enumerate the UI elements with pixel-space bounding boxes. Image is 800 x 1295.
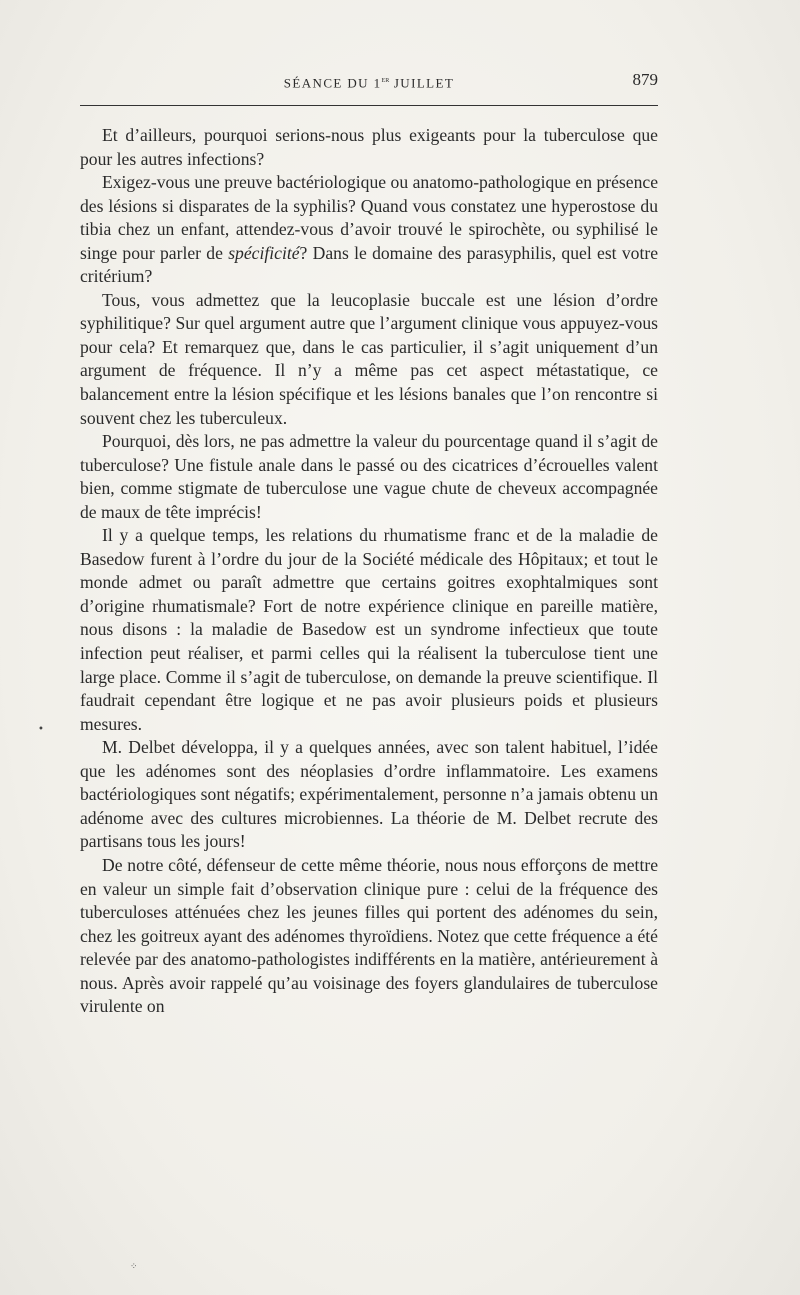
paragraph: [80, 854, 658, 1019]
paragraph: [80, 124, 658, 171]
paragraph-text-end: ? Dans le domaine des parasyphilis, quel est votre critérium?: [80, 242, 658, 287]
paragraph-text: Tous, vous admettez que la leucoplasie buccale est une lésion d’ordre syphilitique? Sur quel argument autre que l’argument clinique vous appuyez-vous pour cela? Et remarquez que, dans le cas particulier, il s’agit uniquement d’un argument de fréquence. Il n’y a même pas cet aspect métastatique, ce balancement entre la lésion spécifique et les lésions banales que l’on rencontre si souvent chez les tuberculeux.: [80, 289, 658, 428]
paragraph: [80, 524, 658, 736]
page-number: 879: [632, 70, 658, 89]
running-title-superscript: er: [381, 74, 390, 84]
paragraph-text: Il y a quelque temps, les relations du rhumatisme franc et de la maladie de Basedow furent à l’ordre du jour de la Société médicale des Hôpitaux; et tout le monde admet ou paraît admettre que certains goitres exophtalmiques sont d’origine rhumatismale? Fort de notre expérience clinique en pareille matière, nous disons : la maladie de Basedow est un syndrome infectieux que toute infection peut réaliser, et parmi celles qui la réalisent la tuberculose tient une large place. Comme il s’agit de tuberculose, on demande la preuve scientifique. Il faudrait cependant être logique et ne pas avoir plusieurs poids et plusieurs mesures.: [80, 525, 658, 734]
page-header: [80, 68, 658, 108]
body-text: [80, 124, 658, 1019]
paragraph: [80, 430, 658, 524]
margin-speck: •: [38, 724, 44, 735]
header-rule: [80, 105, 658, 106]
paragraph: [80, 736, 658, 854]
ink-specks: ⁘: [130, 1262, 138, 1272]
paragraph-text: De notre côté, défenseur de cette même théorie, nous nous efforçons de mettre en valeur un simple fait d’observation clinique pure : celui de la fréquence des tuberculoses atténuées chez les jeunes filles qui portent des adénomes du sein, chez les goitreux ayant des adénomes thyroïdiens. Notez que cette fréquence a été relevée par des anatomo-pathologistes indifférents en la matière, antérieurement à nous. Après avoir rappelé qu’au voisinage des foyers glandulaires de tuberculose virulente on: [80, 854, 658, 1017]
running-title-text-end: JUILLET: [389, 75, 455, 91]
running-title-text: SÉANCE DU 1: [283, 75, 382, 91]
paragraph-text: Exigez-vous une preuve bactériologique ou anatomo-pathologique en présence des lésions si disparates de la syphilis? Quand vous constatez une hyperostose du tibia chez un enfant, attendez-vous d’avoir trouvé le spirochète, ou syphilisé le singe pour parler de: [80, 172, 658, 263]
paragraph-text: M. Delbet développa, il y a quelques années, avec son talent habituel, l’idée que les adénomes sont des néoplasies d’ordre inflammatoire. Les examens bactériologiques sont négatifs; expérimentalement, personne n’a jamais obtenu un adénome avec des cultures microbiennes. La théorie de M. Delbet recrute des partisans tous les jours!: [80, 737, 658, 852]
italic-term: spécificité: [228, 242, 300, 263]
paragraph: [80, 289, 658, 430]
paragraph: [80, 171, 658, 289]
running-title: [80, 74, 658, 91]
paragraph-text: Pourquoi, dès lors, ne pas admettre la valeur du pourcentage quand il s’agit de tuberculose? Une fistule anale dans le passé ou des cicatrices d’écrouelles valent bien, comme stigmate de tuberculose une vague chute de cheveux accompagnée de maux de tête imprécis!: [80, 431, 658, 522]
paragraph-text: Et d’ailleurs, pourquoi serions-nous plus exigeants pour la tuberculose que pour les autres infections?: [80, 125, 658, 169]
